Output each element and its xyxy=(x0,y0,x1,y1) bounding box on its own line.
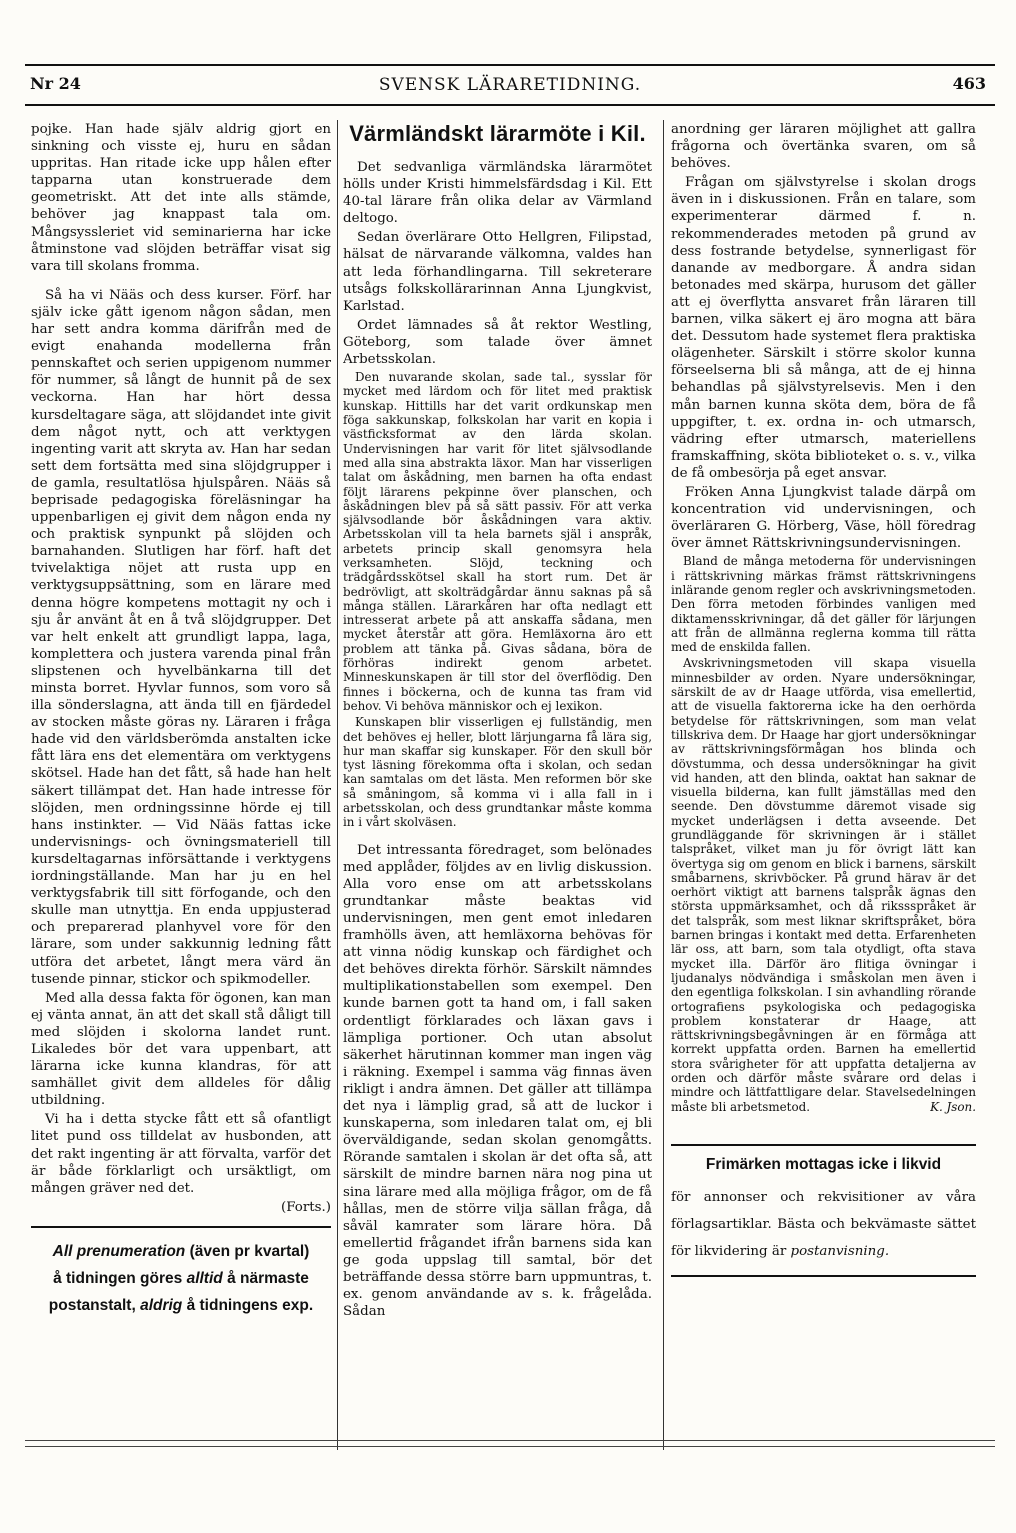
header-top-rule xyxy=(25,64,995,66)
footer-rule xyxy=(25,1446,995,1447)
ad-text: postanstalt, xyxy=(48,1296,136,1314)
small-paragraph xyxy=(671,656,976,1114)
ad-text: å tidningen göres xyxy=(53,1269,183,1287)
paragraph: Ordet lämnades så åt rektor Westling, Göteborg, som talade över ämnet Arbetsskolan. xyxy=(343,317,652,368)
paragraph: Vi ha i detta stycke fått ett så ofantligt litet pund oss tilldelat av husbonden, att det rakt ingenting är att förvalta, varför det är både förklarligt och ursäktligt, om mången gräver ned det. xyxy=(31,1112,331,1196)
notice-text xyxy=(671,1184,976,1265)
small-paragraph: Bland de många metoderna för undervisningen i rättskrivning märkas främst rättskrivningens inlärande genom regler och avskrivningsmetoden. Den förra metoden förbindes vanligen med diktamensskrivningar, då det gäller för lärjungen att från de allmänna reglerna komma till rätta med de enskilda fallen. xyxy=(671,554,976,655)
column-right xyxy=(671,121,976,1431)
paragraph: Så ha vi Nääs och dess kurser. Förf. har själv icke gått igenom någon sådan, men har sett andra komma därifrån med de evigt enahanda modellerna från pennskaftet och serien uppigenom nummer för nummer, så långt de hunnit på de sex veckorna. Han har hört dessa kursdeltagare säga, att slöjdandet inte givit dem något nytt, och att verktygen ingenting varit att skryta av. Han har sedan sett dem fortsätta med sina slöjdgrupper i de gamla, resultatlösa hjulspåren. Nääs så beprisade pedagogiska föreläsningar ha uppenbarligen ej givit dem någon enda ny och praktisk synpunkt på slöjden och barnahanden. Slutligen har förf. haft det tvivelaktiga nöjet att rusta upp en verktygsuppsättning, som en lärare med denna högre kompetens mottagit ny och i sju år använt åt en å två slöjdgrupper. Det var helt enkelt att grundligt lappa, laga, komplettera och justera varenda pinal från slipstenen och hyvelbänkarna till det minsta borret. Hyvlar funnos, som voro så illa sönderslagna, att ända till en fjärdedel av stocken måste göras ny. Läraren i fråga hade vid den världsberömda anstalten icke fått lära ens det elementära om verktygens skötsel. Hade han det fått, så hade han helt säkert tillämpat det. Han hade intresse för slöjden, men ordningssinne hörde ej till hans instinkter. — Vid Nääs fattas icke undervisnings- och övningsmateriell till kursdeltagarnas införsättande i verktygens iordningställande. Man har ju en hel verktygsfabrik till sitt förfogande, och den skulle man utnyttja. En enda uppjusterad och preparerad planhyvel vore för den lärare, som under sakkunnig ledning fått utföra det arbetet, långt mera värd än tusende pinnar, stickor och spikmodeller. xyxy=(31,287,331,987)
footer-rule xyxy=(25,1440,995,1441)
ad-text: (även pr kvartal) xyxy=(189,1242,310,1260)
author-signature: K. Json. xyxy=(930,1099,976,1114)
notice-emphasis: postanvisning. xyxy=(790,1243,890,1259)
paragraph: Det intressanta föredraget, som belönades med applåder, följdes av en livlig diskussion. Alla voro ense om att arbetsskolans grundtankar måste beaktas vid undervisningen, men gent emot inledaren framhölls även, att hemläxorna behövas för att vinna nödig kunskap och färdighet och det behöves direkta förhör. Särskilt nämndes multiplikationstabellen som exempel. Den kunde barnen gott ta hand om, i fall saken ordentligt förklarades och läxan gavs i lämpliga portioner. Och utan absolut säkerhet härutinnan kommer man ingen väg i räkning. Exempel i samma väg finnas även rikligt i andra ämnen. Det gäller att tillämpa det nya i lämplig grad, så att de luckor i kunskaperna, som inledaren talat om, ej bli överväldigande, sedan skolan genomgåtts. Rörande samtalen i skolan är det ofta så, att särskilt de mindre barnen nära nog pina ut sina lärare med alla möjliga frågor, om de få hållas, men de större vilja sällan fråga, då såväl kamrater som lärare höra. Då emellertid frågandet ifrån barnens sida kan ge goda uppslag till samtal, bör det beträffande dessa större barn uppmuntras, t. ex. genom användande av s. k. frågelåda. Sådan xyxy=(343,842,652,1320)
article-title: Värmländskt lärarmöte i Kil. xyxy=(349,121,646,146)
paragraph: Fröken Anna Ljungkvist talade därpå om koncentration vid undervisningen, och överläraren G. Hörberg, Väse, höll föredrag över ämnet Rättskrivningsundervisningen. xyxy=(671,484,976,552)
issue-number: Nr 24 xyxy=(30,74,81,93)
ad-text: alltid xyxy=(186,1269,223,1287)
continued-note: (Forts.) xyxy=(281,1199,331,1215)
column-divider xyxy=(337,120,338,1450)
subscription-ad xyxy=(31,1238,331,1319)
ad-text: å tidningens exp. xyxy=(186,1296,314,1314)
column-divider xyxy=(663,120,664,1450)
notice-title: Frimärken mottagas icke i likvid xyxy=(705,1155,942,1173)
notice-body: för annonser och rekvisitioner av våra förlagsartiklar. Bästa och bekvämaste sättet för likvidering är xyxy=(671,1189,976,1259)
ad-top-rule xyxy=(31,1226,331,1228)
header-bottom-rule xyxy=(25,104,995,106)
paragraph: anordning ger läraren möjlighet att gallra frågorna och övertänka svaren, om så behöves. xyxy=(671,122,976,172)
column-left xyxy=(31,121,331,1431)
small-paragraph: Den nuvarande skolan, sade tal., sysslar för mycket med lärdom och för litet med praktisk kunskap. Hittills har det varit ordkunskap men föga sakkunskap, folkskolan har varit en kopia i västficksformat av den lärda skolan. Undervisningen har varit för litet självsodlande med alla sina abstrakta läxor. Man har visserligen talat om åskådning, men barnen ha ofta endast följt lärarens pekpinne över planschen, och åskådningen blev på så sätt passiv. För att verka självsodlande bör åskådningen vara aktiv. Arbetsskolan vill ta hela barnets själ i anspråk, arbetets princip skall genomsyra hela verksamheten. Slöjd, teckning och trädgårdsskötsel skall ha stort rum. Det är bedrövligt, att skolträdgårdar ännu saknas på så många ställen. Lärarkåren har ofta nedlagt ett intresserat arbete på att anskaffa sådana, men mycket återstår att göra. Hemläxorna äro ett problem att tänka på. Givas sådana, böra de förhöras indirekt genom arbetet. Minneskunskapen är till stor del överflödig. Den finnes i böckerna, och de kunna tas fram vid behov. Vi behöva människor och ej lexikon. xyxy=(343,370,652,713)
paragraph: Med alla dessa fakta för ögonen, kan man ej vänta annat, än att det skall stå dåligt till med slöjden i skolorna landet runt. Likaledes bör det vara uppenbart, att lärarna icke kunna klandras, för att samhället givit dem alldeles för dålig utbildning. xyxy=(31,990,331,1109)
notice-top-rule xyxy=(671,1144,976,1146)
ad-text: aldrig xyxy=(140,1296,183,1314)
paragraph: pojke. Han hade själv aldrig gjort en sinkning och visste ej, huru en sådan uppritas. Han ritade icke upp hålen efter tapparna utan konstruerade dem geometriskt. Att det inte alls stämde, behöver jag knappast tala om. Mångsyssleriet vid seminarierna har icke åtminstone vad slöjden beträffar visat sig vara till skolans fromma. xyxy=(31,122,331,274)
notice-bottom-rule xyxy=(671,1275,976,1277)
ad-text: å närmaste xyxy=(227,1269,309,1287)
small-paragraph: Kunskapen blir visserligen ej fullständig, men det behöves ej heller, blott lärjungarna få lära sig, hur man skaffar sig kunskaper. För den skull bör tyst läsning förekomma ofta i skolan, och sedan kan samtalas om det lästa. Men reformen bör ske så småningom, så komma vi i alla fall in i arbetsskolan, och dess grundtankar måste komma in i vårt skolväsen. xyxy=(343,715,652,830)
paragraph-text: Avskrivningsmetoden vill skapa visuella minnesbilder av orden. Nyare undersökningar, särskilt de av dr Haage utförda, visa emellertid, att de visuella faktorerna icke ha den oerhörda betydelse för rättskrivningen, som man velat tillskriva dem. Dr Haage har gjort undersökningar av rättskrivningsförmågan hos blinda och dövstumma, och dessa undersökningar ha givit vid handen, att den blinda, oaktat han saknar de visuella bilderna, kan fullt jämställas med den seende. Den dövstumme däremot visade sig mycket underlägsen i detta avseende. Det grundläggande för skrivningen är i stället talspråket, vilket man ju för övrigt lätt kan övertyga sig om genom en blick i barnens, särskilt småbarnens, skrivböcker. På grund härav är det oerhört viktigt att barnens talspråk ägnas den största uppmärksamhet, och då rikssspråket är det talspråk, som mest liknar skriftspråket, böra barnen bringas i kontakt med detta. Erfarenheten lär oss, att barn, som tala otydligt, ofta stava mycket illa. Därför äro flitiga övningar i ljudanalys nödvändiga i småskolan men även i den egentliga folkskolan. I sin avhandling rörande ortografiens psykologiska och pedagogiska problem konstaterar dr Haage, att rättskrivningsbegåvningen är en förmåga att korrekt uppfatta orden. Barnen ha emellertid stora svårigheter för att uppfatta detaljerna av orden och därför måste svårare ord delas i mindre och lättfattligare delar. Stavelsedelningen måste bli arbetsmetod. xyxy=(671,656,976,1114)
page-header xyxy=(30,70,990,100)
page-number: 463 xyxy=(952,74,986,93)
newspaper-title: SVENSK LÄRARETIDNING. xyxy=(378,75,642,95)
ad-text: All prenumeration xyxy=(52,1242,186,1260)
paragraph: Sedan överlärare Otto Hellgren, Filipstad, hälsat de närvarande välkomna, valdes han att leda förhandlingarna. Till sekreterare utsågs folkskollärarinnan Anna Ljungkvist, Karlstad. xyxy=(343,230,652,314)
column-middle xyxy=(343,121,652,1431)
paragraph: Frågan om självstyrelse i skolan drogs även in i diskussionen. Från en talare, som experimenterar därmed f. n. rekommenderades metoden på grund av dess fostrande betydelse, synnerligast för danande av medborgare. Å andra sidan betonades med skärpa, hurusom det gäller att ej överflytta ansvaret från läraren till barnen, vilka säkert ej äro mogna att bära det. Dessutom hade systemet flera praktiska olägenheter. Särskilt i större skolor kunna förseelserna bli så många, att de ej hinna behandlas på självstyrelsevis. Men i den mån barnen kunna sköta dem, böra de få uppgifter, t. ex. ordna in- och utmarsch, vädring efter utmarsch, materiellens framskaffning, sköta biblioteket o. s. v., vilka de få ombesörja på eget ansvar. xyxy=(671,175,976,481)
paragraph: Det sedvanliga värmländska lärarmötet hölls under Kristi himmelsfärdsdag i Kil. Ett 40-tal lärare från olika delar av Värmland deltogo. xyxy=(343,160,652,227)
